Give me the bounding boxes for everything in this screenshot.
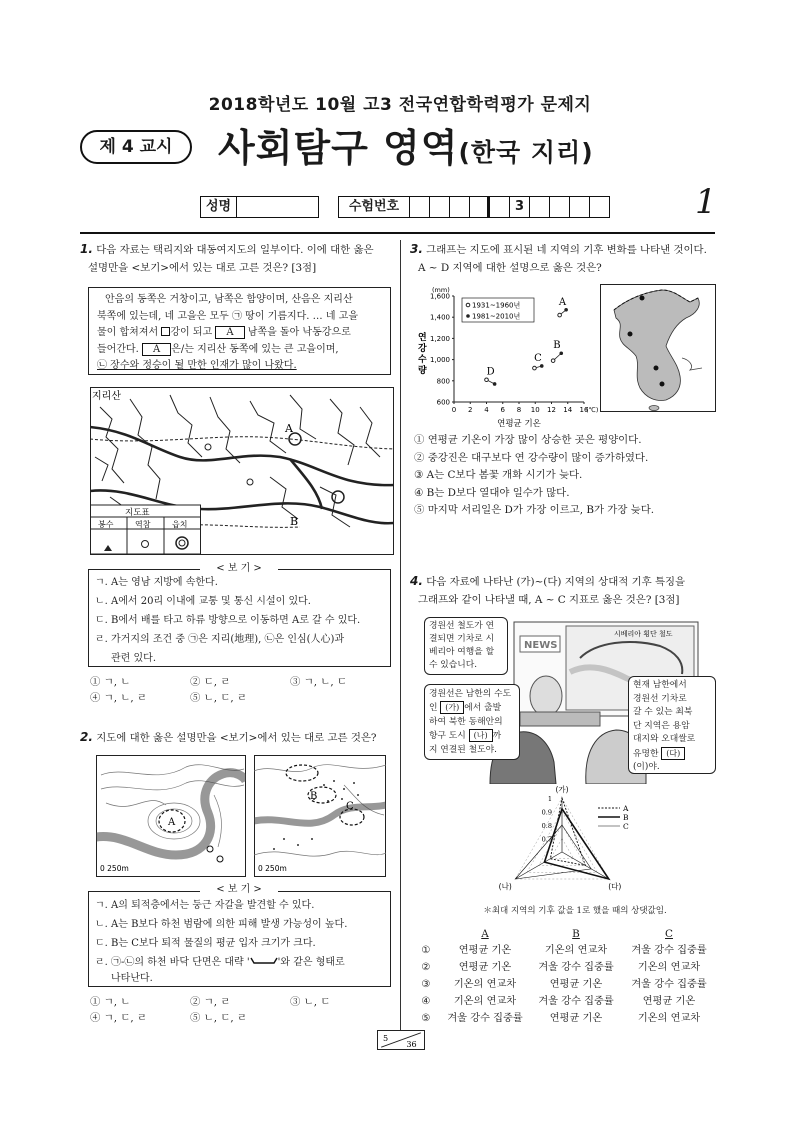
q2-bogi-box [88, 891, 391, 987]
q2-option[interactable]: ③ ㄴ, ㄷ [290, 996, 331, 1008]
q4-table-header [412, 926, 716, 942]
q4-choice-cell: 기온의 연교차 [637, 962, 701, 973]
radar-axis-label: (나) [498, 882, 512, 891]
exam-number-cell[interactable] [470, 196, 490, 218]
bubble-text: 인 [429, 703, 438, 713]
legend-marker-old [466, 303, 470, 307]
q4-choice-row[interactable] [412, 993, 716, 1010]
tag-ga: (가) [440, 701, 464, 714]
point-new-c [540, 364, 544, 368]
exam-title: 2018학년도 10월 고3 전국연합학력평가 문제지 [208, 95, 592, 115]
q1-passage-text: 은/는 지리산 동쪽에 있는 큰 고을이며, [171, 343, 339, 355]
q4-choice-row[interactable] [412, 976, 716, 993]
tag-da: (다) [661, 747, 685, 760]
name-label: 성명 [200, 196, 237, 218]
point-label-a: A [558, 296, 567, 308]
q1-options [90, 674, 390, 706]
q4-choice-row[interactable] [412, 942, 716, 959]
q2-option[interactable]: ④ ㄱ, ㄷ, ㄹ [90, 1012, 148, 1024]
y-axis-label-char: 수 [418, 355, 427, 365]
bubble-line: 갈 수 있는 최북 [633, 707, 693, 717]
q1-blank-square [161, 327, 170, 336]
bubble-line: 경원선은 남한의 수도 [429, 689, 512, 699]
exam-number-cell[interactable] [530, 196, 550, 218]
y-tick-label: 1,200 [429, 334, 450, 343]
q4-prompt [410, 572, 720, 609]
q1-bogi-item: ㄷ. B에서 배를 타고 하류 방향으로 이동하면 A로 갈 수 있다. [95, 615, 361, 626]
radar-legend-label: B [623, 813, 629, 822]
q4-choice-cell: 기온의 연교차 [544, 945, 608, 956]
x-tick-label: 2 [468, 406, 473, 414]
point-old-c [533, 366, 537, 370]
location-marker [628, 332, 633, 337]
point-old-d [485, 378, 489, 382]
page-counter [377, 1030, 425, 1050]
q4-note: ＊최대 지역의 기후 값을 1로 했을 때의 상댓값임. [483, 906, 667, 916]
x-tick-label: 16 [579, 406, 589, 414]
q1-map-label-b: B [290, 515, 299, 528]
legend-label-old: 1931~1960년 [472, 301, 521, 310]
q2-label-c: C [346, 801, 354, 812]
q4-choice-cell: 겨울 강수 집중률 [538, 996, 614, 1007]
q4-choice-cell: 연평균 기온 [642, 996, 696, 1007]
q1-passage-text: 북쪽에 있는데, 네 고을은 모두 ㉠ 땅이 기름지다. … 네 고을 [97, 310, 359, 322]
bubble-line: (이)야. [633, 762, 660, 772]
q3-prompt-line: A ~ D 지역에 대한 설명으로 옳은 것은? [418, 262, 602, 274]
radar-axis-label: (다) [608, 882, 622, 891]
bubble-line: 대지와 오대쌀로 [633, 734, 696, 744]
exam-number-cell[interactable] [550, 196, 570, 218]
y-tick-label: 1,400 [429, 313, 450, 322]
column-divider [400, 240, 401, 1030]
q3-prompt [410, 240, 720, 277]
q4-choice-cell: 기온의 연교차 [453, 979, 517, 990]
q2-option[interactable]: ① ㄱ, ㄴ [90, 996, 131, 1008]
speech-bubble-2 [424, 684, 520, 760]
x-unit: (℃) [586, 406, 599, 414]
q2-prompt [80, 728, 394, 747]
q4-choice-cell: 기온의 연교차 [453, 996, 517, 1007]
q1-map-label-jirisan: 지리산 [92, 391, 121, 402]
q2-bogi-item [95, 953, 384, 972]
y-tick-label: 800 [436, 377, 450, 386]
bubble-text: 에서 출발 [464, 703, 502, 713]
x-tick-label: 10 [530, 406, 540, 414]
news-screen-caption: 시베리아 횡단 철도 [614, 630, 673, 638]
news-desk [520, 712, 600, 726]
q4-col-c: C [665, 928, 673, 940]
q1-bogi-box [88, 569, 391, 667]
legend-marker-new [466, 314, 470, 318]
q1-passage-text: 남쪽을 돌아 낙동강으로 [247, 327, 351, 338]
q1-bogi-item: ㄴ. A에서 20리 이내에 교통 및 통신 시설이 있다. [95, 596, 311, 607]
subject-sub: (한국 지리) [458, 138, 594, 167]
q3-options [414, 432, 714, 520]
exam-number-cell[interactable] [450, 196, 470, 218]
q2-scale-right: 0 250m [258, 864, 287, 873]
point-old-b [551, 359, 555, 363]
q4-choice-cell: 연평균 기온 [549, 1013, 603, 1024]
q3-option[interactable]: ② 중강진은 대구보다 연 강수량이 많이 증가하였다. [414, 451, 649, 464]
page-total: 36 [406, 1039, 417, 1050]
exam-number-cell[interactable] [410, 196, 430, 218]
period-badge: 제 4 교시 [80, 130, 192, 164]
q4-choice-cell: 겨울 강수 집중률 [631, 945, 707, 956]
q4-choice-cell: ① [421, 945, 431, 956]
radar-tick-label: 0.9 [541, 808, 552, 817]
q2-map-right [254, 755, 386, 877]
q2-option[interactable]: ② ㄱ, ㄹ [190, 996, 231, 1008]
q3-prompt-line: 그래프는 지도에 표시된 네 지역의 기후 변화를 나타낸 것이다. [426, 244, 707, 256]
x-axis-label: 연평균 기온 [497, 419, 541, 429]
radar-tick-label: 0.7 [541, 835, 552, 844]
y-tick-label: 600 [436, 398, 450, 407]
q4-prompt-line: 그래프와 같이 나타낼 때, A ~ C 지표로 옳은 것은? [3점] [418, 594, 680, 606]
q2-bogi-item: ㄱ. A의 퇴적층에서는 둥근 자갈을 발견할 수 있다. [95, 900, 315, 911]
q2-map-left [96, 755, 246, 877]
q4-choice-cell: ③ [421, 979, 431, 990]
q1-passage-line [97, 342, 382, 359]
point-label-b: B [553, 340, 561, 352]
q1-passage-box [88, 287, 391, 375]
radar-tick-label: 1 [547, 795, 552, 803]
x-tick-label: 0 [451, 406, 457, 414]
q4-choice-table [412, 926, 716, 1027]
q1-option[interactable]: ① ㄱ, ㄴ [90, 676, 131, 688]
q4-choice-row[interactable] [412, 959, 716, 976]
bubble-line: 수 있습니다. [429, 660, 478, 670]
q1-option[interactable]: ④ ㄱ, ㄴ, ㄹ [90, 692, 148, 704]
q3-korea-map [600, 284, 716, 412]
location-marker [654, 366, 659, 371]
q1-legend-title: 지도표 [125, 508, 150, 518]
bubble-line: 지 연결된 철도야. [429, 745, 497, 755]
bubble-text: 항구 도시 [429, 731, 466, 741]
bubble-line: 하여 북한 동해안의 [429, 717, 503, 727]
location-marker [640, 296, 645, 301]
q3-option[interactable]: ① 연평균 기온이 가장 많이 상승한 곳은 평양이다. [414, 434, 642, 446]
q1-passage-text: 들어간다. [97, 343, 139, 355]
radar-legend-label: A [623, 804, 629, 813]
q4-choice-cell: ④ [421, 996, 431, 1007]
q1-passage-line: 안음의 동쪽은 거창이고, 남쪽은 함양이며, 산음은 지리산 [105, 294, 353, 305]
point-new-b [559, 351, 563, 355]
q4-col-a: A [481, 928, 489, 940]
q1-legend-eupchi: 읍치 [172, 520, 188, 529]
x-tick-label: 6 [500, 406, 505, 414]
q4-col-b: B [572, 928, 580, 940]
q4-choice-cell: 연평균 기온 [458, 962, 512, 973]
anchor-figure [530, 676, 562, 716]
q2-number: 2. [80, 730, 93, 744]
q1-bogi-title: < 보 기 > [200, 563, 278, 575]
exam-number-cell[interactable] [490, 196, 510, 218]
q4-choice-cell: 겨울 강수 집중률 [631, 979, 707, 990]
news-logo: NEWS [524, 640, 558, 651]
exam-number-cell[interactable] [570, 196, 590, 218]
radar-legend-label: C [623, 822, 629, 831]
q2-options [90, 994, 390, 1026]
bubble-text: 유명한 [633, 748, 659, 759]
x-tick-label: 8 [516, 406, 522, 414]
y-tick-label: 1,600 [429, 292, 450, 301]
y-unit: (mm) [432, 286, 450, 294]
q1-prompt-line: 설명만을 <보기>에서 있는 대로 고른 것은? [3점] [88, 262, 317, 274]
q4-header-spacer [412, 926, 440, 942]
q4-choice-cell: 겨울 강수 집중률 [538, 962, 614, 973]
q4-choice-cell: ② [421, 962, 431, 973]
bubble-line: 단 지역은 용암 [633, 720, 690, 731]
bubble-line: 결되면 기차로 시 [429, 634, 495, 644]
q1-option[interactable]: ② ㄷ, ㄹ [190, 676, 231, 688]
q1-number: 1. [80, 242, 93, 256]
radar-tick-label: 0.8 [541, 822, 552, 830]
q4-number: 4. [410, 574, 423, 588]
q2-option[interactable]: ⑤ ㄴ, ㄷ, ㄹ [190, 1012, 248, 1024]
x-tick-label: 12 [547, 406, 556, 414]
q3-option[interactable]: ⑤ 마지막 서리일은 D가 가장 이르고, B가 가장 늦다. [414, 504, 655, 516]
q4-radar-chart [498, 784, 648, 906]
x-tick-label: 14 [563, 406, 573, 414]
subject-title [218, 125, 594, 176]
exam-number-cell[interactable] [590, 196, 610, 218]
channel-profile-icon [250, 957, 278, 965]
q2-scale-left: 0 250m [100, 864, 129, 873]
q4-choice-cell: 겨울 강수 집중률 [447, 1013, 523, 1024]
q3-option[interactable]: ④ B는 D보다 열대야 일수가 많다. [414, 486, 570, 499]
tag-na: (나) [469, 729, 493, 742]
q2-bogi-item: ㄷ. B는 C보다 퇴적 물질의 평균 입자 크기가 크다. [95, 938, 316, 949]
radar-axis-label: (가) [555, 785, 569, 794]
location-marker [660, 382, 665, 387]
q3-number: 3. [410, 242, 423, 256]
name-field[interactable] [237, 196, 319, 218]
point-label-d: D [486, 366, 495, 378]
y-tick-label: 1,000 [429, 356, 450, 365]
radar-series-b [541, 808, 608, 879]
legend-label-new: 1981~2010년 [472, 312, 521, 321]
bubble-line [429, 701, 515, 715]
q4-choice-cell: ⑤ [421, 1013, 431, 1024]
q1-blank-a: A [142, 343, 171, 356]
subject-main: 사회탐구 영역 [218, 126, 459, 170]
q1-passage-text: 물이 합쳐져서 [97, 327, 162, 338]
exam-number-label: 수험번호 [338, 196, 410, 218]
q4-choice-cell: 연평균 기온 [549, 979, 603, 990]
bubble-line: 현재 남한에서 [633, 680, 687, 690]
page-current: 5 [383, 1032, 389, 1043]
q1-map-label-a: A [285, 422, 293, 435]
bubble-line [429, 729, 515, 743]
y-axis-label-char: 량 [418, 366, 427, 376]
q1-passage-line [97, 309, 382, 326]
point-label-c: C [534, 352, 542, 364]
q1-old-map [90, 387, 394, 555]
q4-prompt-line: 다음 자료에 나타난 (가)~(다) 지역의 상대적 기후 특징을 [426, 576, 686, 588]
q4-choice-cell: 기온의 연교차 [637, 1013, 701, 1024]
q1-prompt-line: 다음 자료는 택리지와 대동여지도의 일부이다. 이에 대한 옳은 [96, 244, 374, 256]
q4-choice-row[interactable] [412, 1010, 716, 1027]
q4-choice-cell: 연평균 기온 [458, 945, 512, 956]
point-new-d [493, 382, 497, 386]
q1-bogi-item: ㄹ. 가거지의 조건 중 ㉠은 지리(地理), ㉡은 인심(人心)과 [95, 634, 345, 645]
exam-number-cell: 3 [510, 196, 530, 218]
y-axis-label-char: 강 [418, 344, 427, 354]
q1-blank-a: A [215, 326, 244, 339]
point-old-a [558, 313, 562, 317]
q1-legend-yeokcham: 역참 [135, 520, 151, 529]
q1-bogi-item: ㄱ. A는 영남 지방에 속한다. [95, 577, 218, 588]
x-tick-label: 4 [484, 406, 489, 414]
bubble-line: 경원선 철도가 연 [429, 621, 495, 631]
speech-bubble-1 [424, 617, 508, 675]
q2-bogi-text: ㄹ. ㉠-㉡의 하천 바닥 단면은 대략 ' [95, 957, 250, 968]
q1-bogi-item: 관련 있다. [111, 653, 156, 664]
q1-legend-bongsu: 봉수 [98, 520, 114, 529]
q1-passage-line: ㉡ 장수와 정승이 될 만한 인재가 많이 나왔다. [97, 360, 297, 371]
q3-option[interactable]: ③ A는 C보다 봄꽃 개화 시기가 늦다. [414, 469, 583, 481]
page-number: 1 [695, 182, 717, 222]
q2-label-a: A [168, 817, 176, 828]
q3-climate-chart [412, 284, 600, 432]
q2-bogi-title: < 보 기 > [200, 884, 278, 896]
y-axis-label-char: 연 [418, 333, 427, 343]
q2-label-b: B [310, 791, 318, 802]
speech-bubble-3 [628, 676, 716, 774]
q1-option[interactable]: ⑤ ㄴ, ㄷ, ㄹ [190, 692, 248, 704]
bubble-line: 경원선 기차로 [633, 693, 687, 704]
exam-number-cell[interactable] [430, 196, 450, 218]
q2-bogi-text: '와 같은 형태로 [277, 957, 345, 968]
bubble-line: 베리아 여행을 할 [429, 647, 495, 657]
bubble-line [633, 747, 711, 762]
header-rule [80, 232, 715, 234]
q1-passage-line [97, 325, 382, 342]
q1-passage-text: 강이 되고 [170, 327, 213, 338]
point-new-a [564, 308, 568, 312]
q2-bogi-item: ㄴ. A는 B보다 하천 범람에 의한 피해 발생 가능성이 높다. [95, 919, 348, 930]
q2-bogi-item: 나타난다. [111, 973, 153, 984]
q1-option[interactable]: ③ ㄱ, ㄴ, ㄷ [290, 676, 348, 688]
bubble-text: 까 [492, 731, 502, 741]
q1-prompt [80, 240, 394, 277]
q2-prompt-text: 지도에 대한 옳은 설명만을 <보기>에서 있는 대로 고른 것은? [96, 732, 377, 744]
